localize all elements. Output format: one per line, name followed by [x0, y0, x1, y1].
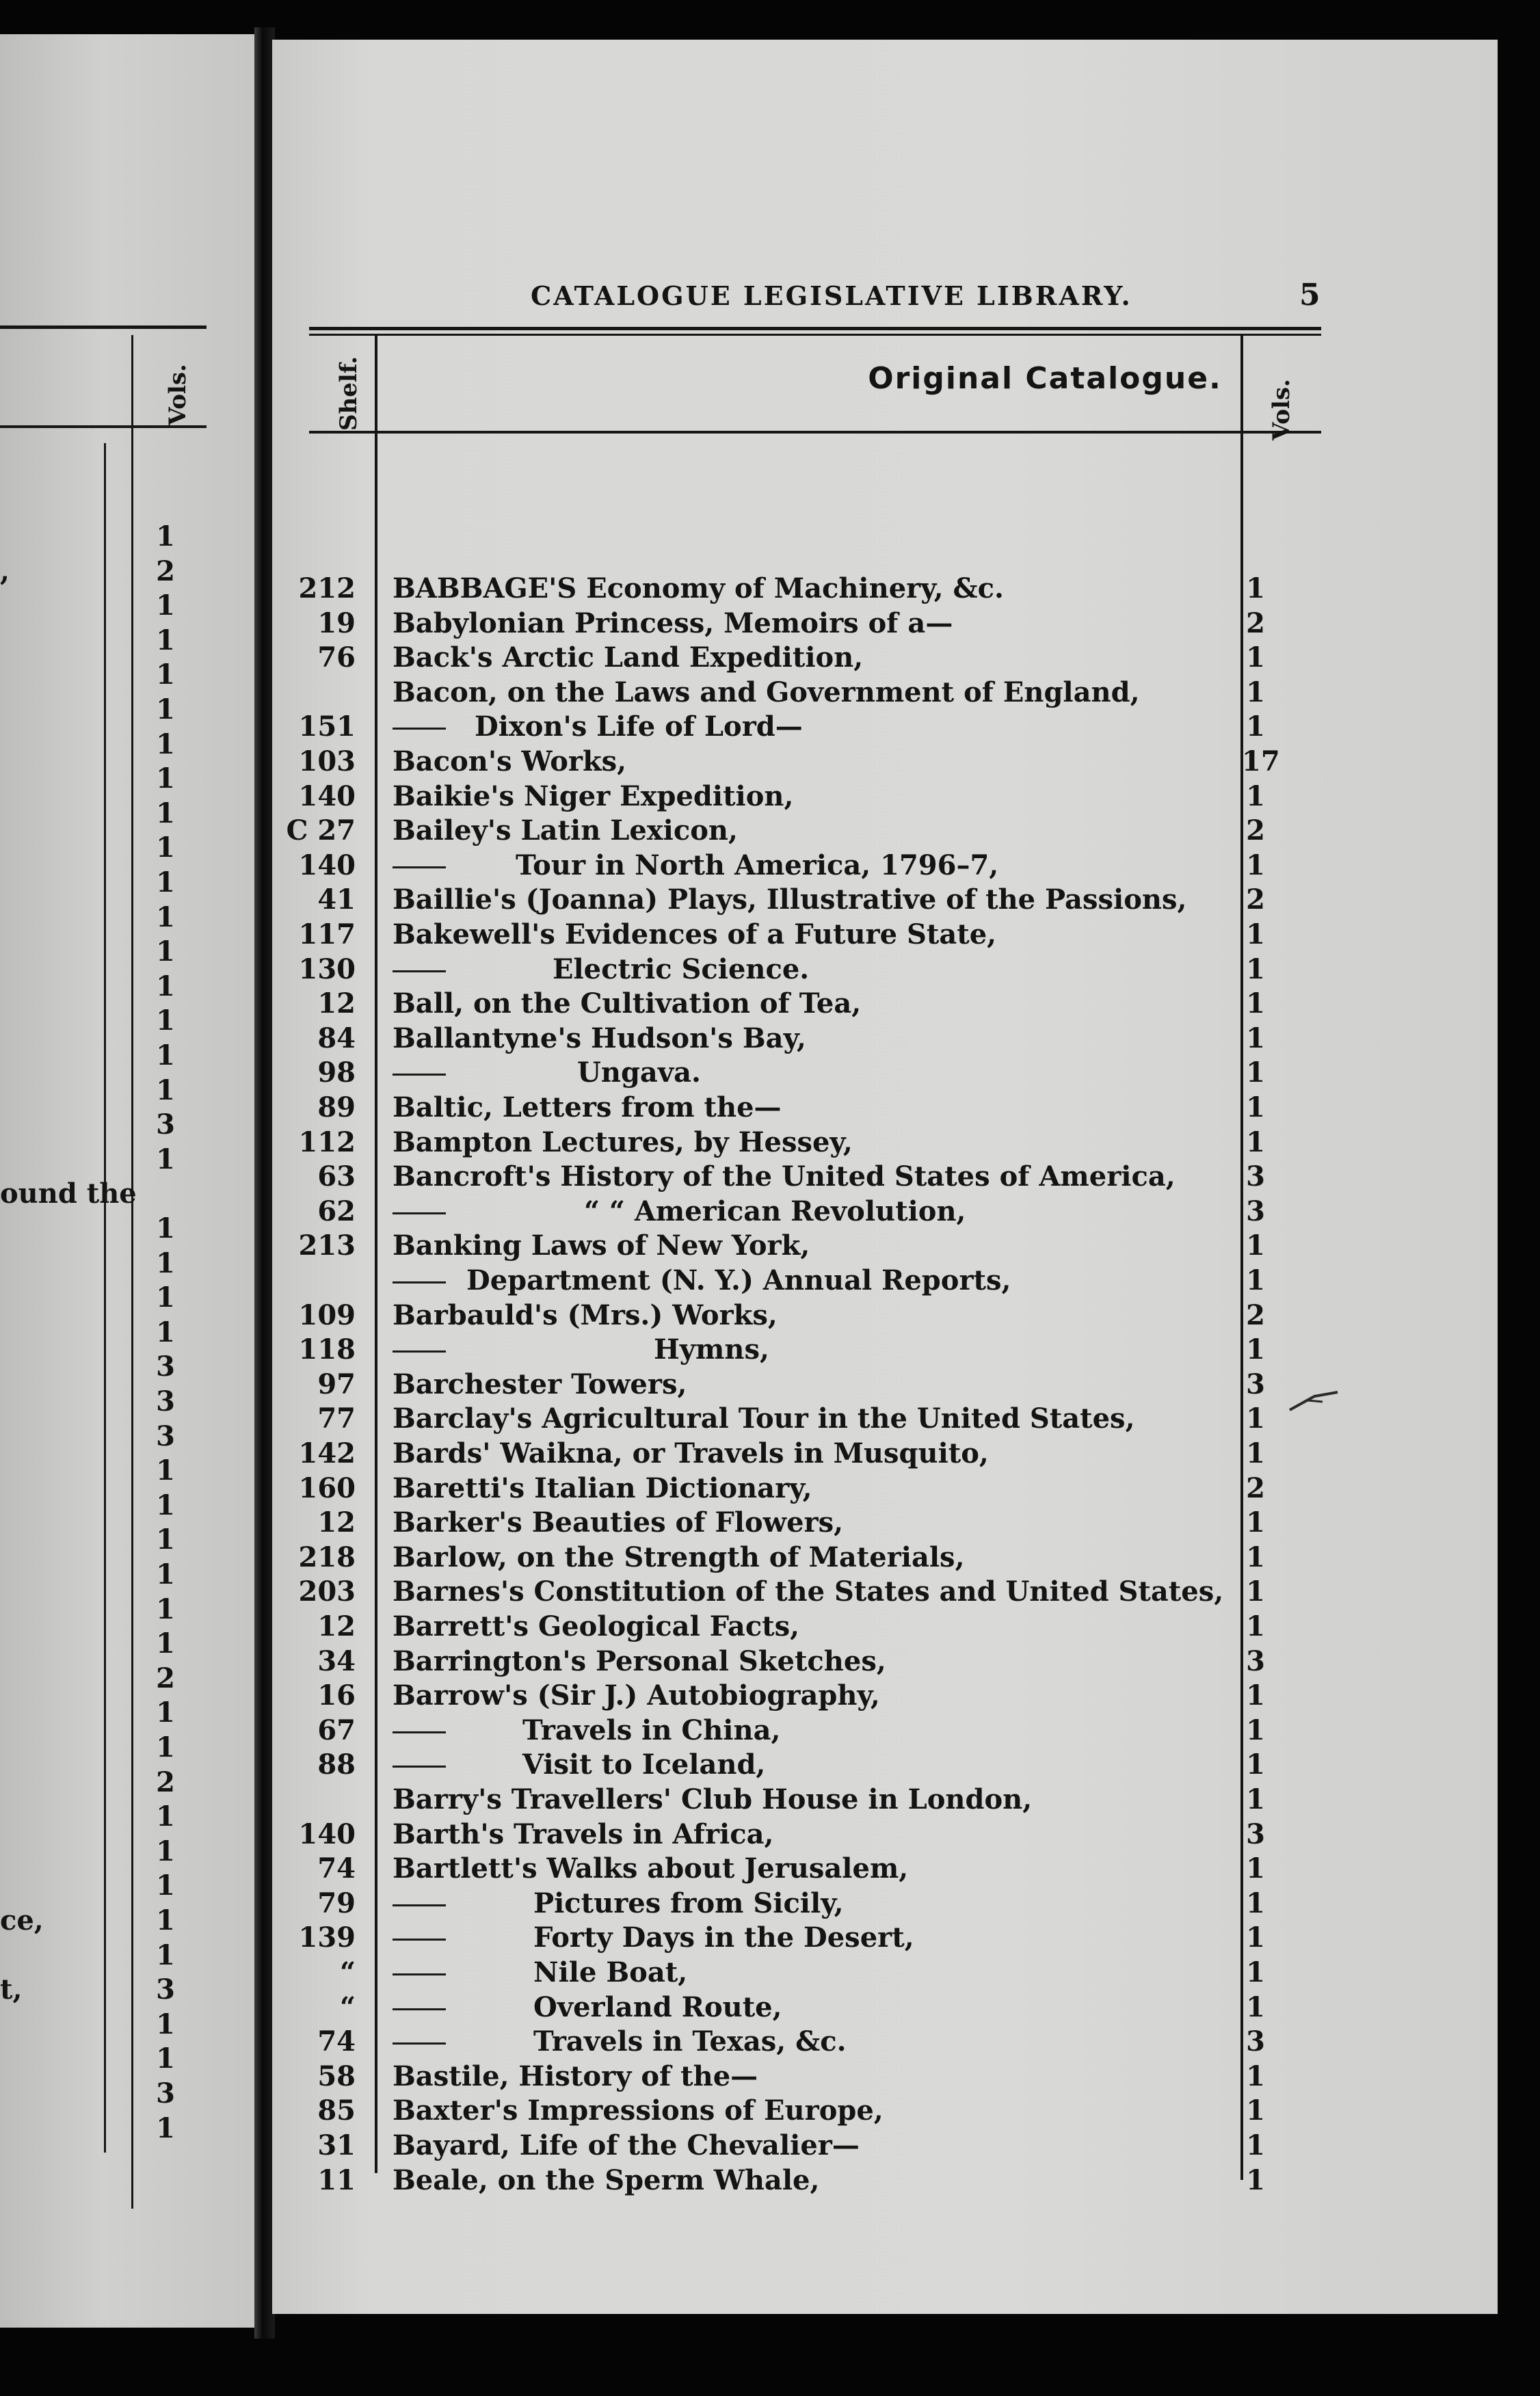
entry-title: Pictures from Sicily, — [533, 1887, 844, 1919]
left-volume-count: 2 — [156, 1662, 175, 1694]
catalogue-entry — [272, 1160, 1498, 1194]
shelf-number: 89 — [317, 1091, 356, 1123]
volume-count: 1 — [1246, 2060, 1265, 2092]
left-volume-count: 1 — [156, 1316, 175, 1348]
volume-count: 1 — [1246, 1679, 1265, 1712]
catalogue-entry — [272, 1679, 1498, 1713]
shelf-number: 218 — [298, 1541, 356, 1573]
volume-count: 1 — [1246, 1956, 1265, 1988]
ditto-dash — [393, 1904, 446, 1906]
entry-title: Baretti's Italian Dictionary, — [393, 1472, 812, 1504]
entry-title: Back's Arctic Land Expedition, — [393, 641, 864, 674]
catalogue-entry — [272, 710, 1498, 744]
shelf-number: 67 — [317, 1714, 356, 1746]
volume-count: 3 — [1246, 1160, 1265, 1193]
entry-title: Bailey's Latin Lexicon, — [393, 814, 738, 847]
left-volume-count: 1 — [156, 797, 175, 829]
entry-title: Beale, on the Sperm Whale, — [393, 2164, 820, 2196]
left-volume-count: 1 — [156, 1800, 175, 1833]
left-volume-count: 1 — [156, 1489, 175, 1521]
shelf-number: 11 — [317, 2164, 356, 2196]
entry-title: Visit to Iceland, — [522, 1748, 766, 1781]
page-number: 5 — [1299, 278, 1320, 312]
shelf-column-header: Shelf. — [335, 356, 362, 431]
volume-count: 17 — [1242, 745, 1280, 777]
shelf-number: 112 — [298, 1126, 356, 1158]
shelf-number: 12 — [317, 1610, 356, 1642]
left-volume-count: 1 — [156, 658, 175, 691]
left-volume-count: 1 — [156, 624, 175, 656]
running-head: CATALOGUE LEGISLATIVE LIBRARY. — [531, 280, 1132, 311]
left-text-fragment: t, — [0, 1973, 23, 2006]
catalogue-entry — [272, 1714, 1498, 1748]
entry-title: Bancroft's History of the United States of America, — [393, 1160, 1176, 1193]
catalogue-entry — [272, 1299, 1498, 1333]
left-volume-count: 3 — [156, 1973, 175, 2006]
catalogue-entry — [272, 1645, 1498, 1679]
left-volume-count: 1 — [156, 1696, 175, 1729]
entry-title: Barrington's Personal Sketches, — [393, 1645, 886, 1677]
ditto-dash — [393, 2042, 446, 2045]
left-volume-count: 1 — [156, 520, 175, 553]
shelf-number: 12 — [317, 987, 356, 1020]
ditto-dash — [393, 2008, 446, 2010]
shelf-number: 97 — [317, 1368, 356, 1400]
entry-title: Ballantyne's Hudson's Bay, — [393, 1022, 806, 1054]
left-column-divider — [131, 335, 133, 2209]
left-volume-count: 3 — [156, 1108, 175, 1141]
left-text-fragment: ound the — [0, 1177, 137, 1210]
entry-title: Travels in China, — [522, 1714, 781, 1746]
ditto-dash — [393, 1939, 446, 1941]
catalogue-entry — [272, 883, 1498, 917]
left-volume-count: 1 — [156, 901, 175, 933]
entry-title: Barchester Towers, — [393, 1368, 687, 1400]
shelf-number: 58 — [317, 2060, 356, 2092]
volume-count: 1 — [1246, 1126, 1265, 1158]
volume-count: 3 — [1246, 1368, 1265, 1400]
left-volume-count: 1 — [156, 1074, 175, 1106]
entry-title: Hymns, — [654, 1333, 769, 1366]
entry-title: Barnes's Constitution of the States and United States, — [393, 1575, 1224, 1608]
shelf-number: 12 — [317, 1506, 356, 1539]
shelf-number: 142 — [298, 1437, 356, 1469]
entry-title: Dixon's Life of Lord— — [475, 710, 803, 743]
entry-title: Baillie's (Joanna) Plays, Illustrative of the Passions, — [393, 883, 1187, 916]
volume-count: 2 — [1246, 814, 1265, 847]
entry-title: Bakewell's Evidences of a Future State, — [393, 918, 997, 950]
volume-count: 1 — [1246, 1991, 1265, 2023]
entry-title: Babylonian Princess, Memoirs of a— — [393, 607, 953, 639]
catalogue-entry — [272, 1748, 1498, 1782]
left-volume-count: 1 — [156, 1281, 175, 1314]
entry-title: Bartlett's Walks about Jerusalem, — [393, 1852, 909, 1885]
catalogue-entry — [272, 1126, 1498, 1160]
entry-title: Ball, on the Cultivation of Tea, — [393, 987, 862, 1020]
entry-title: Ungava. — [577, 1056, 701, 1089]
left-volume-count: 1 — [156, 1523, 175, 1556]
ditto-dash — [393, 866, 446, 868]
shelf-number: 76 — [317, 641, 356, 674]
catalogue-entry — [272, 1091, 1498, 1125]
left-text-fragment: , — [0, 555, 10, 587]
catalogue-entry — [272, 1852, 1498, 1886]
shelf-number: 62 — [317, 1195, 356, 1227]
entry-title: Barker's Beauties of Flowers, — [393, 1506, 844, 1539]
entry-title: Forty Days in the Desert, — [533, 1921, 914, 1954]
ditto-dash — [393, 1731, 446, 1733]
shelf-number: 139 — [298, 1921, 356, 1954]
entry-title: “ “ American Revolution, — [584, 1195, 966, 1227]
volume-count: 1 — [1246, 710, 1265, 743]
catalogue-entry — [272, 1575, 1498, 1609]
left-volume-count: 3 — [156, 1420, 175, 1452]
left-volume-count: 1 — [156, 2008, 175, 2040]
left-volume-count: 1 — [156, 1731, 175, 1763]
left-volume-count: 1 — [156, 970, 175, 1002]
volume-count: 1 — [1246, 1575, 1265, 1608]
shelf-number: 16 — [317, 1679, 356, 1712]
catalogue-entry — [272, 1887, 1498, 1921]
shelf-number: C 27 — [286, 814, 356, 847]
catalogue-entry — [272, 1818, 1498, 1852]
shelf-number: 117 — [298, 918, 356, 950]
entry-title: Bacon, on the Laws and Government of England, — [393, 676, 1140, 708]
entry-title: Barrow's (Sir J.) Autobiography, — [393, 1679, 880, 1712]
shelf-number: 84 — [317, 1022, 356, 1054]
catalogue-entry — [272, 2129, 1498, 2163]
shelf-number: 140 — [298, 849, 356, 881]
vols-column-header: Vols. — [1268, 379, 1295, 440]
entry-title: Bayard, Life of the Chevalier— — [393, 2129, 860, 2161]
top-double-rule-inner — [309, 334, 1321, 336]
entry-title: Bastile, History of the— — [393, 2060, 758, 2092]
shelf-number: 34 — [317, 1645, 356, 1677]
left-volume-count: 3 — [156, 1385, 175, 1417]
catalogue-entry — [272, 572, 1498, 606]
entry-title: Banking Laws of New York, — [393, 1229, 810, 1262]
volume-count: 3 — [1246, 1818, 1265, 1850]
left-text-fragment: ce, — [0, 1904, 44, 1936]
catalogue-entry — [272, 1472, 1498, 1506]
entry-title: Bampton Lectures, by Hessey, — [393, 1126, 853, 1158]
catalogue-entry — [272, 1921, 1498, 1955]
volume-count: 1 — [1246, 676, 1265, 708]
left-volume-count: 1 — [156, 2042, 175, 2075]
left-volume-count: 2 — [156, 555, 175, 587]
left-volume-count: 1 — [156, 1039, 175, 1071]
volume-count: 2 — [1246, 1299, 1265, 1331]
volume-count: 2 — [1246, 883, 1265, 916]
volume-count: 3 — [1246, 2025, 1265, 2058]
catalogue-entry — [272, 1229, 1498, 1263]
entry-title: BABBAGE'S Economy of Machinery, &c. — [393, 572, 1004, 604]
volume-count: 1 — [1246, 572, 1265, 604]
volume-count: 1 — [1246, 953, 1265, 985]
entry-title: Bards' Waikna, or Travels in Musquito, — [393, 1437, 989, 1469]
left-header-rule — [0, 425, 207, 428]
entry-title: Barlow, on the Strength of Materials, — [393, 1541, 965, 1573]
ditto-dash — [393, 1212, 446, 1214]
shelf-number: 98 — [317, 1056, 356, 1089]
volume-count: 1 — [1246, 1437, 1265, 1469]
shelf-number: 31 — [317, 2129, 356, 2161]
catalogue-entry — [272, 780, 1498, 814]
left-volume-count: 1 — [156, 1212, 175, 1244]
catalogue-entry — [272, 676, 1498, 710]
catalogue-entry — [272, 641, 1498, 675]
left-volume-count: 2 — [156, 1766, 175, 1798]
volume-count: 1 — [1246, 1056, 1265, 1089]
ditto-dash — [393, 1973, 446, 1975]
entry-title: Tour in North America, 1796–7, — [516, 849, 999, 881]
entry-title: Barrett's Geological Facts, — [393, 1610, 800, 1642]
volume-count: 1 — [1246, 2129, 1265, 2161]
shelf-number: 79 — [317, 1887, 356, 1919]
entry-title: Baxter's Impressions of Europe, — [393, 2094, 884, 2127]
left-top-rule — [0, 325, 207, 329]
entry-title: Baikie's Niger Expedition, — [393, 780, 794, 812]
shelf-number: 118 — [298, 1333, 356, 1366]
left-volume-count: 1 — [156, 1904, 175, 1936]
volume-count: 1 — [1246, 1852, 1265, 1885]
catalogue-entry — [272, 987, 1498, 1021]
shelf-number: 109 — [298, 1299, 356, 1331]
catalogue-title: Original Catalogue. — [868, 361, 1222, 396]
volume-count: 1 — [1246, 1264, 1265, 1296]
ditto-dash — [393, 728, 446, 730]
entry-title: Barclay's Agricultural Tour in the United States, — [393, 1402, 1135, 1435]
volume-count: 1 — [1246, 1506, 1265, 1539]
volume-count: 1 — [1246, 641, 1265, 674]
volume-count: 1 — [1246, 987, 1265, 1020]
volume-count: 1 — [1246, 1333, 1265, 1366]
header-rule — [309, 431, 1321, 434]
volume-count: 2 — [1246, 1472, 1265, 1504]
shelf-number: 63 — [317, 1160, 356, 1193]
left-volume-count: 1 — [156, 1627, 175, 1660]
shelf-number: 85 — [317, 2094, 356, 2127]
catalogue-entry — [272, 1195, 1498, 1229]
catalogue-entry — [272, 2025, 1498, 2059]
catalogue-entry — [272, 1022, 1498, 1056]
entry-title: Overland Route, — [533, 1991, 782, 2023]
catalogue-entry — [272, 1956, 1498, 1990]
entry-title: Barth's Travels in Africa, — [393, 1818, 774, 1850]
ditto-dash — [393, 1350, 446, 1353]
shelf-number: 160 — [298, 1472, 356, 1504]
shelf-number: 213 — [298, 1229, 356, 1262]
shelf-number: 130 — [298, 953, 356, 985]
shelf-number: 74 — [317, 1852, 356, 1885]
entry-title: Electric Science. — [553, 953, 810, 985]
volume-count: 1 — [1246, 1714, 1265, 1746]
left-volume-count: 1 — [156, 935, 175, 968]
left-volume-count: 1 — [156, 693, 175, 726]
catalogue-entry — [272, 849, 1498, 883]
volume-count: 1 — [1246, 1229, 1265, 1262]
catalogue-entry — [272, 2094, 1498, 2128]
previous-page-sliver — [0, 34, 254, 2328]
volume-count: 1 — [1246, 1748, 1265, 1781]
shelf-number: 140 — [298, 780, 356, 812]
shelf-number: 19 — [317, 607, 356, 639]
volume-count: 1 — [1246, 1610, 1265, 1642]
left-volume-count: 1 — [156, 762, 175, 795]
entry-title: Bacon's Works, — [393, 745, 627, 777]
volume-count: 1 — [1246, 1091, 1265, 1123]
catalogue-page — [272, 40, 1498, 2314]
left-volume-count: 1 — [156, 831, 175, 864]
volume-count: 2 — [1246, 607, 1265, 639]
left-volume-count: 1 — [156, 2112, 175, 2144]
left-volume-count: 1 — [156, 1869, 175, 1902]
shelf-number: “ — [339, 1991, 356, 2023]
volume-count: 1 — [1246, 780, 1265, 812]
volume-count: 1 — [1246, 2094, 1265, 2127]
entry-title: Barbauld's (Mrs.) Works, — [393, 1299, 778, 1331]
left-volume-count: 1 — [156, 1143, 175, 1175]
shelf-number: 88 — [317, 1748, 356, 1781]
ditto-dash — [393, 1074, 446, 1076]
entry-title: Barry's Travellers' Club House in London, — [393, 1783, 1033, 1815]
entry-title: Department (N. Y.) Annual Reports, — [466, 1264, 1011, 1296]
top-double-rule — [309, 327, 1321, 330]
shelf-number: 103 — [298, 745, 356, 777]
catalogue-entry — [272, 918, 1498, 952]
catalogue-entry — [272, 1541, 1498, 1575]
volume-count: 1 — [1246, 1541, 1265, 1573]
catalogue-entry — [272, 1506, 1498, 1540]
left-volume-count: 1 — [156, 728, 175, 760]
left-volume-count: 3 — [156, 2077, 175, 2109]
volume-count: 3 — [1246, 1645, 1265, 1677]
volume-count: 3 — [1246, 1195, 1265, 1227]
catalogue-entry — [272, 1333, 1498, 1367]
catalogue-entry — [272, 1783, 1498, 1817]
left-volume-count: 3 — [156, 1350, 175, 1383]
left-volume-count: 1 — [156, 589, 175, 622]
left-volume-count: 1 — [156, 1454, 175, 1487]
left-volume-count: 1 — [156, 866, 175, 898]
volume-count: 1 — [1246, 1022, 1265, 1054]
shelf-number: 77 — [317, 1402, 356, 1435]
shelf-number: 41 — [317, 883, 356, 916]
volume-count: 1 — [1246, 918, 1265, 950]
left-volume-count: 1 — [156, 1558, 175, 1590]
catalogue-entry — [272, 2164, 1498, 2198]
left-volume-count: 1 — [156, 1593, 175, 1625]
left-volume-count: 1 — [156, 1004, 175, 1037]
left-volume-count: 1 — [156, 1835, 175, 1867]
catalogue-entry — [272, 1056, 1498, 1090]
catalogue-entry — [272, 745, 1498, 779]
shelf-number: 74 — [317, 2025, 356, 2058]
catalogue-entry — [272, 607, 1498, 641]
left-volume-count: 1 — [156, 1247, 175, 1279]
catalogue-entry — [272, 1610, 1498, 1644]
volume-count: 1 — [1246, 849, 1265, 881]
catalogue-entry — [272, 1437, 1498, 1471]
catalogue-entry — [272, 953, 1498, 987]
entry-title: Nile Boat, — [533, 1956, 688, 1988]
volume-count: 1 — [1246, 1783, 1265, 1815]
volume-count: 1 — [1246, 1402, 1265, 1435]
volume-count: 1 — [1246, 1921, 1265, 1954]
volume-count: 1 — [1246, 2164, 1265, 2196]
entry-title: Baltic, Letters from the— — [393, 1091, 782, 1123]
left-volume-count: 1 — [156, 1939, 175, 1971]
shelf-number: 140 — [298, 1818, 356, 1850]
ditto-dash — [393, 1766, 446, 1768]
catalogue-entry — [272, 1264, 1498, 1298]
left-vols-header: Vols. — [164, 364, 191, 425]
catalogue-entry — [272, 2060, 1498, 2094]
ditto-dash — [393, 970, 446, 972]
left-vols-divider — [104, 443, 106, 2153]
shelf-number: 203 — [298, 1575, 356, 1608]
catalogue-entry — [272, 1991, 1498, 2025]
volume-count: 1 — [1246, 1887, 1265, 1919]
shelf-number: 151 — [298, 710, 356, 743]
catalogue-entry — [272, 814, 1498, 848]
shelf-number: “ — [339, 1956, 356, 1988]
pencil-check-mark — [1287, 1387, 1342, 1414]
entry-title: Travels in Texas, &c. — [533, 2025, 847, 2058]
ditto-dash — [393, 1281, 446, 1283]
shelf-number: 212 — [298, 572, 356, 604]
